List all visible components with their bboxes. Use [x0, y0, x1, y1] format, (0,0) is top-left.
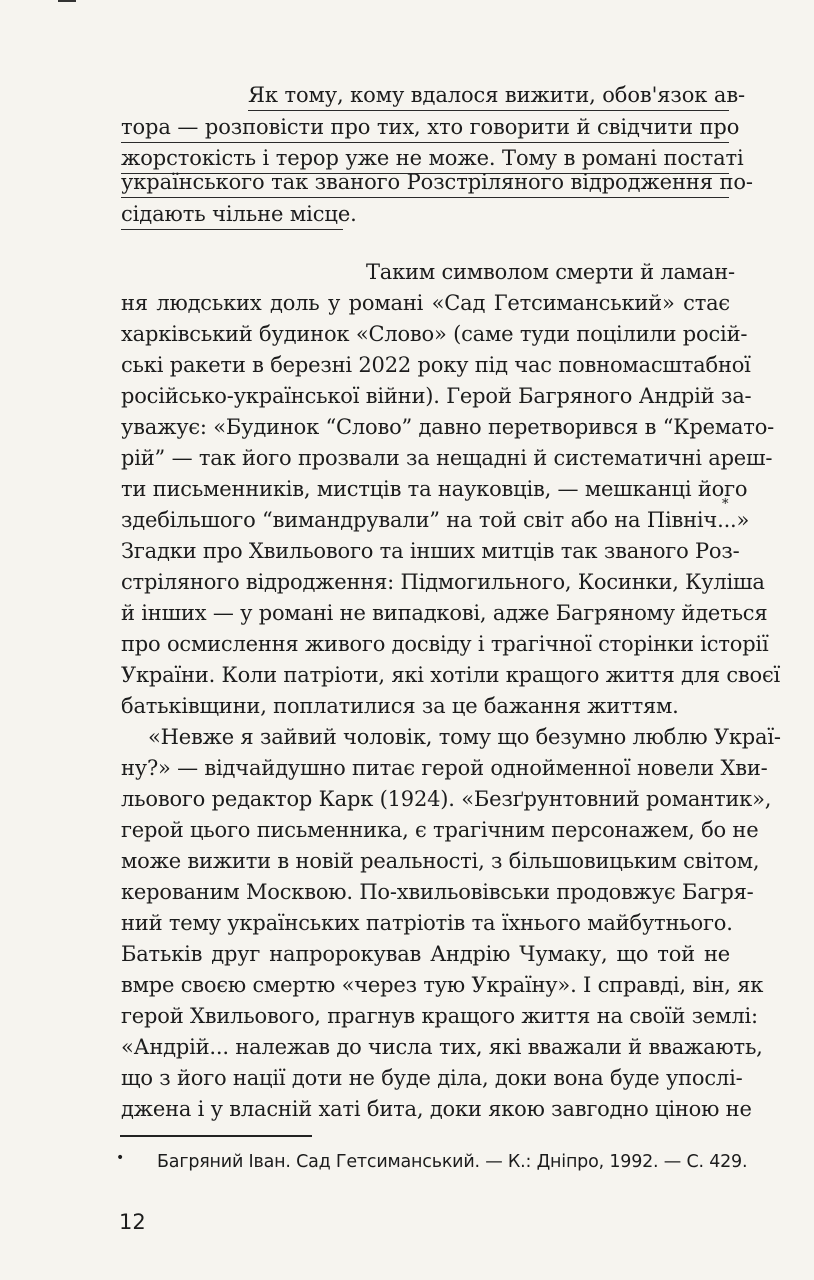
text-line: ну?» — відчайдушно питає герой однойменної новели Хви-: [121, 756, 768, 780]
text-line: стріляного відродження: Підмогильного, Косинки, Куліша: [121, 570, 765, 594]
text-line: герой цього письменника, є трагічним персонажем, бо не: [121, 818, 759, 842]
footnote-marker: •: [116, 1150, 125, 1166]
text-line: російсько-української війни). Герой Багряного Андрій за-: [121, 384, 752, 408]
footnote-divider: [120, 1135, 312, 1137]
text-line: ний тему українських патріотів та їхнього майбутнього.: [121, 911, 733, 935]
text-line: про осмислення живого досвіду і трагічної сторінки історії: [121, 632, 769, 656]
footnote-text: Багряний Іван. Сад Гетсиманський. — К.: Дніпро, 1992. — С. 429.: [157, 1152, 748, 1172]
intro-line: жорстокість і терор уже не може. Тому в романі постаті: [121, 143, 729, 174]
text-line: «Андрій... належав до числа тих, які вважали й вважають,: [121, 1035, 763, 1059]
text-line: вмре своєю смертю «через тую Україну». І справді, він, як: [121, 973, 764, 997]
text-line: ти письменників, мистців та науковців, — мешканці його: [121, 477, 748, 501]
text-line: «Невже я зайвий чоловік, тому що безумно люблю Украї-: [148, 725, 781, 749]
text-line: батьківщини, поплатилися за це бажання життям.: [121, 694, 679, 718]
text-line: здебільшого “вимандрували” на той світ або на Північ...»: [121, 508, 750, 532]
text-line: льового редактор Карк (1924). «Безґрунтовний романтик»,: [121, 787, 772, 811]
text-line: Батьків друг напророкував Андрію Чумаку, що той не: [121, 942, 730, 966]
page-number: 12: [119, 1210, 146, 1234]
intro-line: тора — розповісти про тих, хто говорити й свідчити про: [121, 112, 729, 143]
text-line: ські ракети в березні 2022 року під час повномасштабної: [121, 353, 751, 377]
text-line: України. Коли патріоти, які хотіли кращого життя для своєї: [121, 663, 781, 687]
intro-line: українського так званого Розстріляного відродження по-: [121, 167, 729, 198]
text-line: керованим Москвою. По-хвильовівськи продовжує Багря-: [121, 880, 754, 904]
text-line: ня людських доль у романі «Сад Гетсиманський» стає: [121, 291, 730, 315]
text-line: Таким символом смерти й ламан-: [366, 260, 735, 284]
text-line: що з його нації доти не буде діла, доки вона буде упослі-: [121, 1066, 743, 1090]
footnote-reference: *: [722, 497, 729, 512]
text-line: рій” — так його прозвали за нещадні й систематичні ареш-: [121, 446, 773, 470]
text-line: харківський будинок «Слово» (саме туди поцілили росій-: [121, 322, 748, 346]
text-line: Згадки про Хвильового та інших митців так званого Роз-: [121, 539, 740, 563]
text-line: джена і у власній хаті бита, доки якою завгодно ціною не: [121, 1097, 752, 1121]
top-edge-mark: [58, 0, 76, 2]
text-line: може вижити в новій реальності, з більшовицьким світом,: [121, 849, 760, 873]
intro-line: Як тому, кому вдалося вижити, обов'язок ав-: [248, 80, 729, 111]
intro-line: сідають чільне місце.: [121, 199, 343, 230]
text-line: й інших — у романі не випадкові, адже Багряному йдеться: [121, 601, 768, 625]
text-line: герой Хвильового, прагнув кращого життя на своїй землі:: [121, 1004, 758, 1028]
text-line: уважує: «Будинок “Слово” давно перетворився в “Кремато-: [121, 415, 775, 439]
